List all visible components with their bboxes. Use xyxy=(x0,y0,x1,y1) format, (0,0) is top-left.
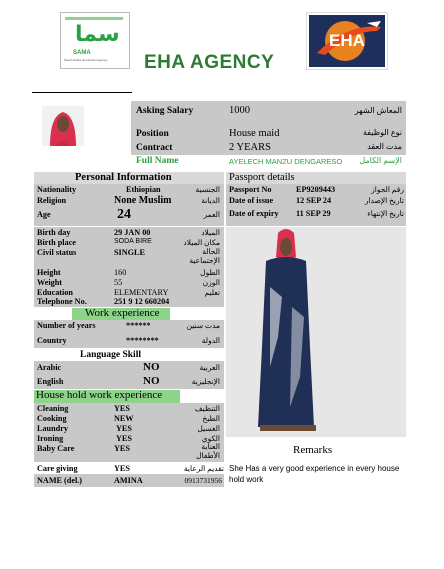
passport-number-label: Passport No xyxy=(229,185,272,194)
cleaning-label: Cleaning xyxy=(37,404,69,413)
agency-title: EHA AGENCY xyxy=(144,52,275,73)
ironing-ar: الكوي xyxy=(201,434,220,443)
cooking-value: NEW xyxy=(114,414,134,423)
asking-salary-value: 1000 xyxy=(229,105,250,116)
header-divider xyxy=(32,92,132,93)
candidate-full-body-photo xyxy=(226,227,406,437)
birth-place-label: Birth place xyxy=(37,238,76,247)
care-giving-label: Care giving xyxy=(37,464,78,473)
passport-expiry-label: Date of expiry xyxy=(229,209,279,218)
work-years-ar: مدت سنين xyxy=(186,321,220,330)
passport-issue-label: Date of issue xyxy=(229,196,274,205)
passport-expiry-value: 11 SEP 29 xyxy=(296,209,331,218)
weight-ar: الوزن xyxy=(202,278,220,287)
civil-status-label: Civil status xyxy=(37,248,77,257)
arabic-label: Arabic xyxy=(37,363,62,372)
weight-label: Weight xyxy=(37,278,63,287)
left-logo-arabic: سما xyxy=(75,22,120,47)
asking-salary-label: Asking Salary xyxy=(136,106,194,116)
left-logo xyxy=(60,12,130,69)
left-logo-green-bar xyxy=(65,17,123,20)
religion-ar: الديانة xyxy=(201,196,220,205)
work-country-ar: الدولة xyxy=(201,336,220,345)
remarks-text: She Has a very good experience in every house hold work xyxy=(229,464,400,484)
contract-value: 2 YEARS xyxy=(229,142,271,153)
baby-care-label: Baby Care xyxy=(37,444,75,453)
position-ar: نوع الوظيفة xyxy=(362,128,402,137)
age-label: Age xyxy=(37,210,51,219)
education-ar: تعليم xyxy=(204,288,220,297)
work-years-value: ****** xyxy=(126,321,151,330)
birth-day-value: 29 JAN 00 xyxy=(114,228,151,237)
passport-number-ar: رقم الجواز xyxy=(371,185,404,194)
care-giving-ar: تقديم الرعاية xyxy=(183,464,224,473)
agent-name-value: AMINA xyxy=(114,476,143,485)
religion-value: None Muslim xyxy=(114,195,172,206)
work-country-label: Country xyxy=(37,336,67,345)
work-years-label: Number of years xyxy=(37,321,96,330)
position-value: House maid xyxy=(229,128,280,139)
asking-salary-ar: المعاش الشهر xyxy=(354,106,402,115)
arabic-value: NO xyxy=(143,361,160,373)
baby-care-value: YES xyxy=(114,444,130,453)
arabic-ar: العربية xyxy=(199,363,220,372)
english-label: English xyxy=(37,377,64,386)
full-name-label: Full Name xyxy=(136,156,179,166)
civil-status-value: SINGLE xyxy=(114,248,145,257)
right-logo-text: EHA xyxy=(329,31,365,50)
work-header: Work experience xyxy=(85,307,160,319)
contract-ar: مدت العقد xyxy=(367,142,402,151)
position-label: Position xyxy=(136,129,169,139)
birth-place-value: SODA BIRE xyxy=(114,238,152,245)
nationality-value: Ethiopian xyxy=(126,185,161,194)
nationality-label: Nationality xyxy=(37,185,77,194)
baby-care-ar: العناية الأطفال xyxy=(196,442,220,460)
agent-phone: 0913731956 xyxy=(184,476,222,485)
english-ar: الإنجليزية xyxy=(191,377,220,386)
right-logo xyxy=(306,12,388,70)
passport-issue-ar: تاريخ الإصدار xyxy=(364,196,404,205)
care-giving-value: YES xyxy=(114,464,130,473)
age-value: 24 xyxy=(117,207,131,222)
religion-label: Religion xyxy=(37,196,67,205)
language-header: Language Skill xyxy=(80,350,141,360)
personal-info-header: Personal Information xyxy=(75,172,172,183)
civil-status-ar: الحالة الإجتماعية xyxy=(189,247,220,265)
education-value: ELEMENTARY xyxy=(114,288,169,297)
english-value: NO xyxy=(143,375,160,387)
birth-place-ar: مكان الميلاد xyxy=(183,238,220,247)
laundry-label: Laundry xyxy=(37,424,68,433)
ironing-label: Ironing xyxy=(37,434,64,443)
remarks-header: Remarks xyxy=(293,444,333,456)
laundry-ar: الغسيل xyxy=(197,424,220,433)
birth-day-label: Birth day xyxy=(37,228,71,237)
weight-value: 55 xyxy=(114,278,123,287)
laundry-value: YES xyxy=(116,424,132,433)
housework-header: House hold work experience xyxy=(36,389,163,401)
candidate-portrait-photo xyxy=(42,106,84,146)
left-logo-tagline: Saudi Arabia recruitment agency xyxy=(64,58,108,62)
agent-name-label: NAME (del.) xyxy=(37,476,83,485)
passport-issue-value: 12 SEP 24 xyxy=(296,196,332,205)
ironing-value: YES xyxy=(116,434,132,443)
cooking-label: Cooking xyxy=(37,414,67,423)
telephone-label: Telephone No. xyxy=(37,297,87,306)
work-country-value: ******** xyxy=(126,336,159,345)
height-value: 160 xyxy=(114,268,127,277)
passport-number-value: EP9209443 xyxy=(296,185,336,194)
passport-expiry-ar: تاريخ الإنتهاء xyxy=(367,209,404,218)
passport-header: Passport details xyxy=(229,172,295,183)
birth-day-ar: الميلاد xyxy=(201,228,220,237)
cooking-ar: الطبخ xyxy=(202,414,220,423)
cleaning-value: YES xyxy=(114,404,130,413)
contract-label: Contract xyxy=(136,143,173,153)
full-name-ar: الإسم الكامل xyxy=(359,156,402,165)
nationality-ar: الجنسية xyxy=(195,185,220,194)
full-name-value: AYELECH MANZU DENGARESO xyxy=(229,157,343,166)
education-label: Education xyxy=(37,288,73,297)
cleaning-ar: التنظيف xyxy=(194,404,220,413)
height-label: Height xyxy=(37,268,61,277)
height-ar: الطول xyxy=(200,268,220,277)
left-logo-latin: SAMA xyxy=(73,50,91,56)
telephone-value: 251 9 12 660204 xyxy=(114,297,170,306)
age-ar: العمر xyxy=(203,210,220,219)
